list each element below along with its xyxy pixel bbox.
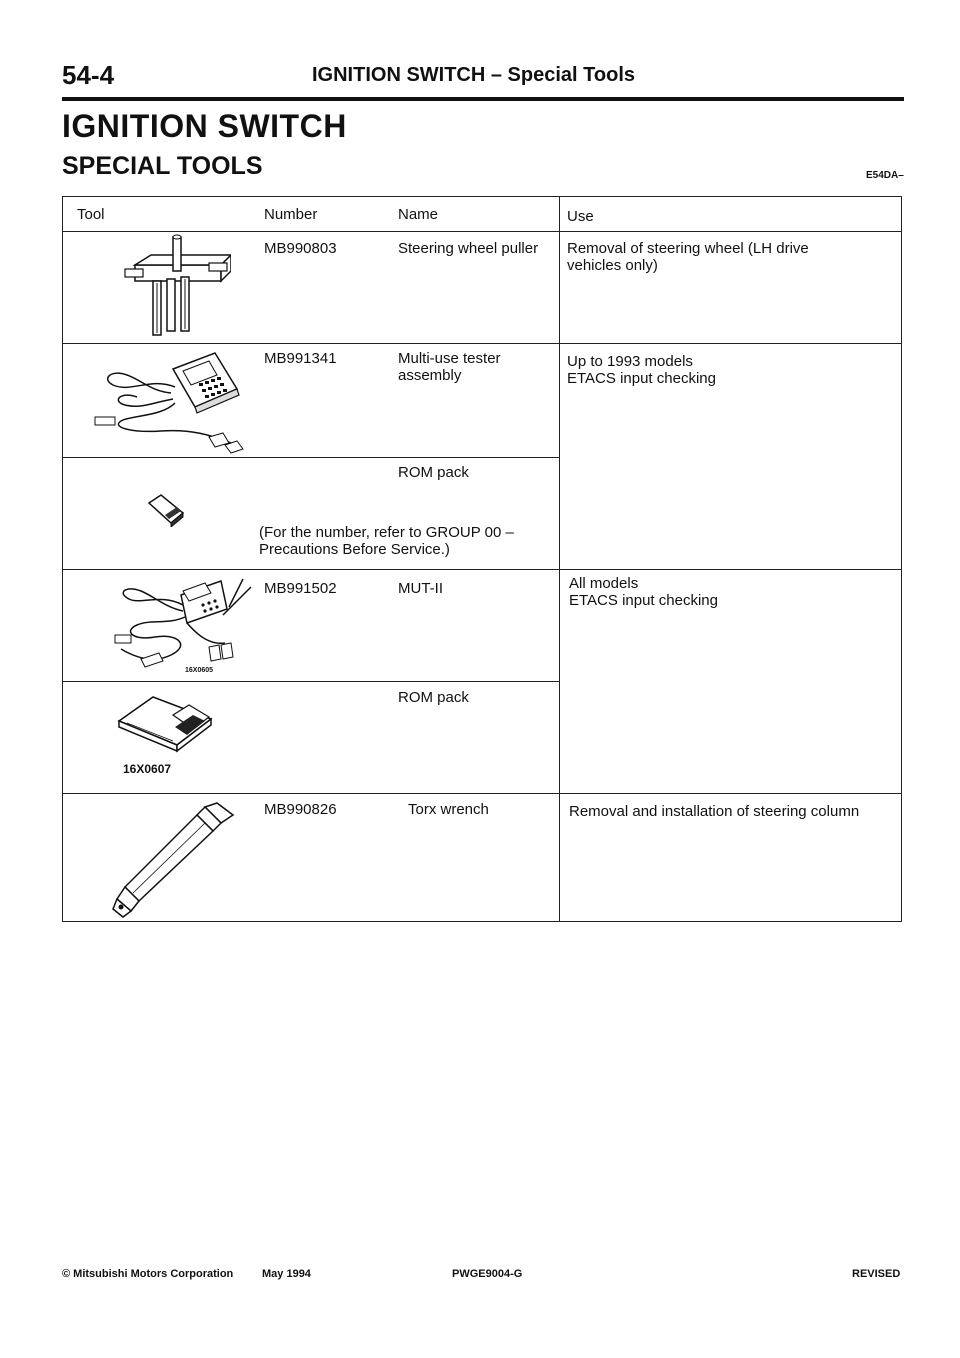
- row-divider: [63, 793, 901, 794]
- header-divider: [62, 97, 904, 101]
- page-number: 54-4: [62, 60, 115, 90]
- row-divider: [63, 681, 559, 682]
- torx-wrench-icon: [109, 801, 239, 919]
- page-title: IGNITION SWITCH: [62, 108, 347, 144]
- multi-use-tester-icon: [91, 347, 251, 455]
- special-tools-table: [62, 196, 902, 922]
- row-divider: [63, 457, 559, 458]
- mut-ii-tester-icon: [111, 575, 259, 679]
- figure-label: 16X0605: [185, 667, 214, 674]
- footer-doc-id: PWGE9004-G: [452, 1268, 523, 1280]
- tool-name: ROM pack: [398, 464, 469, 481]
- tool-number: MB990826: [264, 801, 337, 818]
- footer-status: REVISED: [852, 1268, 901, 1280]
- tool-name: Multi-use tester assembly: [398, 350, 501, 384]
- tool-use-line: ETACS input checking: [569, 592, 718, 609]
- tool-number: MB991341: [264, 350, 337, 367]
- tool-use: Removal of steering wheel (LH drive vehicles only): [567, 240, 809, 274]
- column-header-name: Name: [398, 206, 439, 223]
- tool-use-line: ETACS input checking: [567, 370, 716, 387]
- rom-pack-icon: [145, 493, 187, 527]
- footer-date: May 1994: [262, 1268, 311, 1280]
- column-header-tool: Tool: [77, 206, 105, 223]
- row-divider: [63, 569, 901, 570]
- column-header-use: Use: [567, 208, 594, 225]
- tool-name: MUT-II: [398, 580, 443, 597]
- tool-number: MB991502: [264, 580, 337, 597]
- running-title: IGNITION SWITCH – Special Tools: [312, 64, 635, 86]
- tool-use-line: All models: [569, 575, 639, 592]
- section-title: SPECIAL TOOLS: [62, 152, 263, 180]
- footer-copyright: © Mitsubishi Motors Corporation: [62, 1268, 234, 1280]
- rom-pack-icon: [113, 693, 217, 753]
- steering-wheel-puller-icon: [121, 233, 231, 339]
- tool-name: Steering wheel puller: [398, 240, 539, 257]
- tool-use-line: Up to 1993 models: [567, 353, 693, 370]
- column-divider: [559, 197, 560, 921]
- tool-name: Torx wrench: [408, 801, 489, 818]
- figure-label: 16X0607: [123, 762, 172, 776]
- tool-use: Removal and installation of steering column: [569, 803, 860, 820]
- tool-name: ROM pack: [398, 689, 469, 706]
- section-code: E54DA–: [866, 170, 904, 181]
- row-divider: [63, 343, 901, 344]
- column-header-number: Number: [264, 206, 318, 223]
- tool-number: MB990803: [264, 240, 337, 257]
- tool-note: (For the number, refer to GROUP 00 – Precautions Before Service.): [259, 524, 514, 558]
